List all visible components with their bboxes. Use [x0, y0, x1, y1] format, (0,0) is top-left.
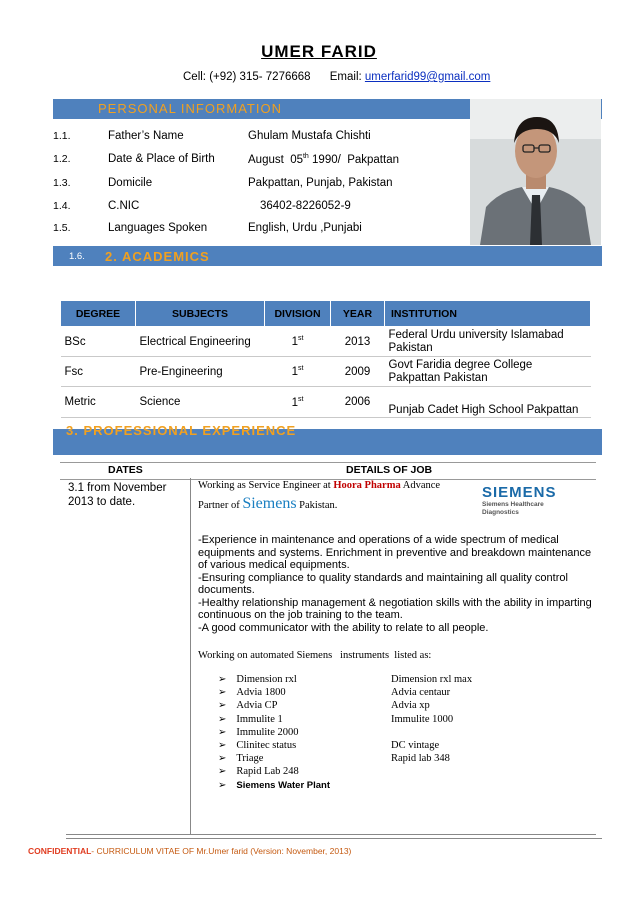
instrument-item: Dimension rxl max — [391, 674, 473, 685]
row-number: 1.1. — [53, 130, 71, 142]
row-number: 1.4. — [53, 200, 71, 212]
siemens-logo — [482, 484, 577, 517]
intro-text: Advance — [400, 480, 441, 491]
resume-name: UMER FARID — [261, 42, 377, 61]
dates-header: DATES — [108, 464, 143, 476]
row-label: Father’s Name — [108, 130, 184, 142]
instrument-item: ➢ Siemens Water Plant — [218, 779, 331, 791]
arrow-bullet-icon: ➢ — [218, 779, 227, 791]
academics-number: 1.6. — [69, 251, 85, 262]
siemens-word: Siemens — [242, 495, 297, 512]
academics-bar — [53, 246, 602, 266]
instruments-list-right — [391, 673, 472, 765]
institution-cell: Govt Faridia degree College Pakpattan Pakistan — [385, 357, 591, 387]
instrument-item: DC vintage — [391, 739, 440, 751]
footer-text: - CURRICULUM VITAE OF Mr.Umer farid (Version: November, 2013) — [91, 846, 352, 856]
row-value: English, Urdu ,Punjabi — [248, 222, 362, 234]
division-header: DIVISION — [265, 301, 331, 327]
instrument-item — [391, 726, 472, 739]
year-cell: 2013 — [331, 327, 385, 357]
subjects-header: SUBJECTS — [136, 301, 265, 327]
degree-cell: Metric — [61, 387, 136, 418]
degree-cell: Fsc — [61, 357, 136, 387]
row-number: 1.2. — [53, 153, 71, 165]
logo-brand: SIEMENS — [482, 484, 557, 501]
division-cell: 1st — [265, 387, 331, 418]
instrument-item: ➢ Advia CP — [218, 700, 278, 712]
experience-table-header — [60, 462, 596, 480]
instrument-item: Advia centaur — [391, 687, 451, 699]
instrument-item: ➢ Dimension rxl — [218, 674, 297, 685]
personal-info-title: PERSONAL INFORMATION — [98, 101, 282, 116]
instrument-item: ➢ Clinitec status — [218, 740, 297, 752]
arrow-bullet-icon: ➢ — [218, 687, 227, 699]
instrument-item: Immulite 1000 — [391, 713, 454, 725]
institution-cell: Federal Urdu university Islamabad Pakistan — [385, 327, 591, 357]
year-cell: 2009 — [331, 357, 385, 387]
instrument-item: ➢ Rapid Lab 248 — [218, 766, 299, 778]
confidential-label: CONFIDENTIAL — [28, 846, 92, 856]
duty-item: -A good communicator with the ability to relate to all people. — [198, 621, 489, 634]
degree-cell: BSc — [61, 327, 136, 357]
intro-text: Pakistan. — [296, 500, 338, 511]
logo-line1: Siemens Healthcare — [482, 501, 544, 508]
profile-photo — [470, 99, 601, 245]
subject-cell: Pre-Engineering — [136, 357, 265, 387]
instrument-item: ➢ Immulite 1 — [218, 713, 283, 725]
footer — [28, 846, 351, 856]
experience-title: 3. PROFESSIONAL EXPERIENCE — [66, 423, 297, 438]
row-number: 1.3. — [53, 177, 71, 189]
arrow-bullet-icon: ➢ — [218, 740, 227, 752]
intro-text: Working as Service Engineer at — [198, 480, 334, 491]
footer-rule — [66, 838, 602, 839]
division-cell: 1st — [265, 327, 331, 357]
logo-line2: Diagnostics — [482, 509, 519, 516]
instrument-item: ➢ Advia 1800 — [218, 687, 286, 699]
degree-header: DEGREE — [61, 301, 136, 327]
subject-cell: Science — [136, 387, 265, 418]
duty-item: -Experience in maintenance and operations of a wide spectrum of medical equipments and systems. Enrichment in preventive and breakdown maintenance of various medical equipments. — [198, 534, 592, 571]
job-duties — [198, 534, 593, 634]
row-label: Date & Place of Birth — [108, 153, 215, 165]
table-row — [61, 327, 591, 357]
academics-table — [60, 300, 591, 418]
instrument-item: ➢ Immulite 2000 — [218, 726, 299, 738]
instrument-item: Advia xp — [391, 700, 430, 712]
row-label: Languages Spoken — [108, 222, 208, 234]
academics-title: 2. ACADEMICS — [105, 249, 210, 264]
duty-item: -Healthy relationship management & negotiation skills with the ability in imparting continuous on the job training to the team. — [198, 596, 592, 621]
row-label: C.NIC — [108, 200, 140, 212]
institution-cell: Punjab Cadet High School Pakpattan — [385, 387, 591, 418]
intro-text: Partner of — [198, 500, 243, 511]
job-intro — [198, 480, 440, 491]
instrument-item: ➢ Triage — [218, 753, 264, 765]
row-value: 36402-8226052-9 — [260, 200, 351, 212]
job-dates: 3.1 from November 2013 to date. — [68, 482, 167, 508]
duty-item: -Ensuring compliance to quality standards and maintaining all quality control documents. — [198, 571, 568, 596]
email-link[interactable]: umerfarid99@gmail.com — [364, 71, 491, 83]
job-intro-line2 — [198, 495, 337, 513]
arrow-bullet-icon: ➢ — [218, 753, 227, 765]
table-header-row — [61, 301, 591, 327]
row-number: 1.5. — [53, 222, 71, 234]
cell-number: Cell: (+92) 315- 7276668 — [183, 71, 311, 83]
row-label: Domicile — [108, 177, 153, 189]
row-value: Pakpattan, Punjab, Pakistan — [248, 177, 393, 189]
arrow-bullet-icon: ➢ — [218, 700, 227, 712]
arrow-bullet-icon: ➢ — [218, 674, 227, 685]
arrow-bullet-icon: ➢ — [218, 713, 227, 725]
column-divider — [190, 478, 191, 834]
row-value: Ghulam Mustafa Chishti — [248, 130, 371, 142]
table-bottom-rule — [66, 834, 596, 835]
year-cell: 2006 — [331, 387, 385, 418]
contact-line — [183, 71, 490, 83]
subject-cell: Electrical Engineering — [136, 327, 265, 357]
table-row — [61, 387, 591, 418]
email-label: Email: — [329, 71, 362, 83]
details-header: DETAILS OF JOB — [346, 464, 433, 476]
arrow-bullet-icon: ➢ — [218, 726, 227, 738]
instrument-item: Rapid lab 348 — [391, 753, 450, 765]
instruments-list-left — [218, 673, 330, 792]
institution-header: INSTITUTION — [385, 301, 591, 327]
arrow-bullet-icon: ➢ — [218, 766, 227, 778]
table-row — [61, 357, 591, 387]
instruments-intro: Working on automated Siemens instruments listed as: — [198, 650, 432, 661]
division-cell: 1st — [265, 357, 331, 387]
company-name: Hoora Pharma — [333, 480, 401, 491]
dob-value: August 05th 1990/ Pakpattan — [248, 153, 399, 166]
year-header: YEAR — [331, 301, 385, 327]
